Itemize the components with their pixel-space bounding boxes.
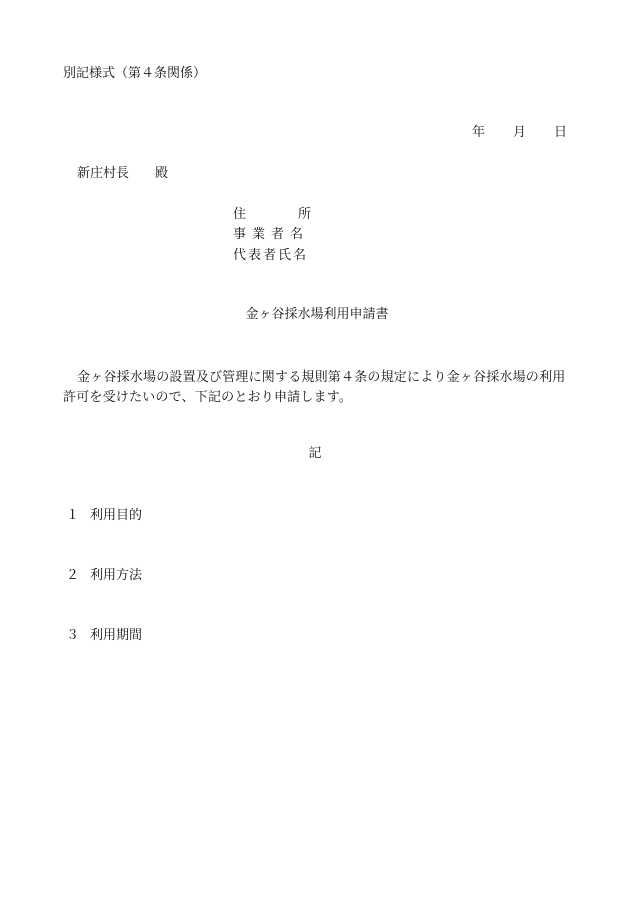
item-label: 利用目的 bbox=[90, 508, 143, 523]
item-label: 利用期間 bbox=[90, 628, 143, 643]
addressee-honorific: 殿 bbox=[155, 166, 169, 181]
list-item bbox=[66, 569, 142, 582]
address-label-a: 住 bbox=[233, 207, 247, 222]
ki-heading: 記 bbox=[308, 446, 322, 461]
body-paragraph: 金ヶ谷採水場の設置及び管理に関する規則第４条の規定により金ヶ谷採水場の利用許可を受けたいので、下記のとおり申請します。 bbox=[63, 370, 566, 405]
applicant-address-label bbox=[233, 208, 311, 221]
date-line bbox=[472, 126, 567, 139]
list-item bbox=[66, 509, 142, 522]
item-number: １ bbox=[66, 508, 80, 523]
addressee-name: 新庄村長 bbox=[77, 166, 130, 181]
document-title: 金ヶ谷採水場利用申請書 bbox=[245, 307, 389, 322]
item-number: ３ bbox=[66, 628, 80, 643]
form-label: 別記様式（第４条関係） bbox=[63, 66, 207, 81]
addressee bbox=[77, 167, 168, 180]
applicant-business-label: 事業者名 bbox=[233, 227, 310, 242]
day-label: 日 bbox=[553, 125, 567, 140]
year-label: 年 bbox=[471, 125, 485, 140]
item-label: 利用方法 bbox=[90, 568, 143, 583]
address-label-b: 所 bbox=[298, 207, 312, 222]
item-number: ２ bbox=[66, 568, 80, 583]
applicant-representative-label: 代表者氏名 bbox=[233, 248, 309, 263]
list-item bbox=[66, 629, 142, 642]
month-label: 月 bbox=[512, 125, 526, 140]
